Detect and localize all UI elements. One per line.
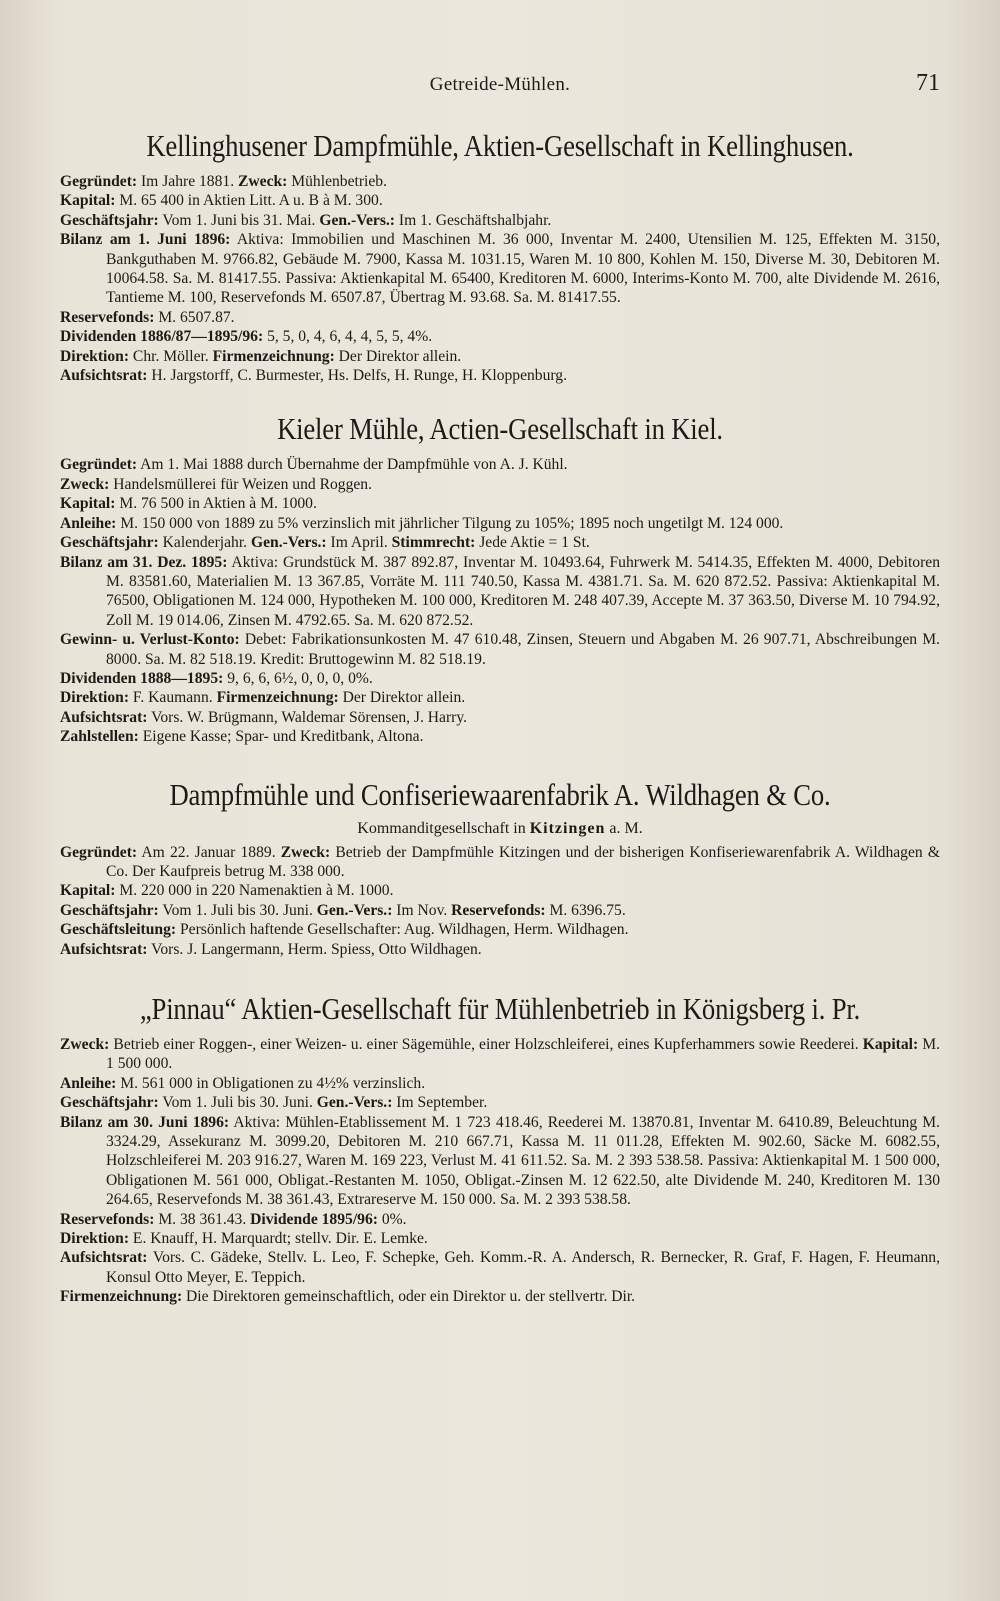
field-label: Zweck:: [280, 843, 331, 861]
field-label: Gen.-Vers.:: [319, 211, 395, 229]
field-anleihe: [60, 514, 940, 533]
field-aufsichtsrat: [60, 940, 940, 959]
field-label: Reservefonds:: [60, 1210, 155, 1228]
entry-pinnau: [60, 989, 940, 1307]
field-bilanz: [60, 1113, 940, 1210]
field-aufsichtsrat: [60, 1248, 940, 1287]
field-text: Im April.: [326, 534, 392, 552]
field-kapital: [60, 881, 940, 900]
field-direktion: [60, 688, 940, 707]
field-text: 0%.: [377, 1210, 407, 1228]
field-label: Kapital:: [862, 1036, 919, 1053]
field-text: Vors. J. Langermann, Herm. Spiess, Otto Wildhagen.: [147, 940, 482, 958]
field-dividenden: [60, 327, 940, 346]
field-text: Der Direktor allein.: [338, 689, 466, 707]
field-text: Im Nov.: [392, 901, 452, 919]
field-label: Direktion:: [60, 347, 130, 365]
entry-title: „Pinnau“ Aktien-Gesellschaft für Mühlenbetrieb in Königsberg i. Pr.: [139, 991, 861, 1026]
field-label: Gewinn- u. Verlust-Konto:: [60, 631, 240, 649]
field-kapital: [60, 494, 940, 513]
field-text: Vom 1. Juli bis 30. Juni.: [158, 1094, 317, 1112]
entry-wildhagen: [60, 775, 940, 959]
field-text: Vom 1. Juli bis 30. Juni.: [158, 901, 317, 919]
field-text: Aktiva: Immobilien und Maschinen M. 36 000, Inventar M. 2400, Utensilien M. 125, Effekten M. 3150, Bankguthaben M. 9766.82, Gebäude M. 7900, Kassa M. 1031.15, Waren M. 10 800, Kohlen M. 150, Diverse M. 30, Debitoren M. 10064.58. Sa. M. 81417.55. Passiva: Aktienkapital M. 65400, Kreditoren M. 6000, Interims-Konto M. 700, alte Dividende M. 2616, Tantieme M. 100, Reservefonds M. 6507.87, Übertrag M. 93.68. Sa. M. 81417.55.: [106, 231, 940, 307]
field-text: Betrieb der Dampfmühle Kitzingen und der bisherigen Konfiseriewarenfabrik A. Wildhagen & Co. Der Kaufpreis betrug M. 338 000.: [106, 843, 940, 880]
field-anleihe: [60, 1074, 940, 1093]
field-label: Firmenzeichnung:: [212, 347, 335, 365]
field-label: Reservefonds:: [451, 901, 546, 919]
field-text: Mühlenbetrieb.: [287, 173, 387, 190]
field-text: M. 65 400 in Aktien Litt. A u. B à M. 300.: [115, 192, 383, 210]
field-label: Gegründet:: [60, 843, 138, 861]
field-label: Gegründet:: [60, 173, 138, 190]
field-gewinn-verlust: [60, 630, 940, 669]
field-text: Betrieb einer Roggen-, einer Weizen- u. einer Sägemühle, einer Holzschleiferei, eines Kupferhammers sowie Reederei.: [109, 1036, 863, 1053]
field-label: Dividende 1895/96:: [250, 1210, 378, 1228]
field-label: Gegründet:: [60, 456, 138, 474]
field-dividenden: [60, 669, 940, 688]
field-text: M. 561 000 in Obligationen zu 4½% verzinslich.: [116, 1074, 426, 1092]
field-text: Aktiva: Grundstück M. 387 892.87, Inventar M. 10493.64, Fuhrwerk M. 5414.35, Effekten M. 4000, Debitoren M. 83581.60, Materialien M. 13 367.85, Vorräte M. 111 740.50, Kassa M. 4381.71. Sa. M. 620 872.52. Passiva: Aktienkapital M. 76500, Obligationen M. 124 000, Hypotheken M. 100 000, Kreditoren M. 248 407.39, Accepte M. 37 363.50, Diverse M. 10 794.92, Zoll M. 19 014.06, Zinsen M. 4792.65. Sa. M. 620 872.52.: [106, 553, 940, 629]
field-direktion: [60, 1229, 940, 1248]
field-label: Dividenden 1888—1895:: [60, 669, 224, 687]
field-text: M. 6507.87.: [154, 308, 235, 326]
field-label: Zweck:: [60, 1036, 110, 1053]
field-label: Gen.-Vers.:: [316, 1094, 393, 1112]
field-text: M. 150 000 von 1889 zu 5% verzinslich mit jährlicher Tilgung zu 105%; 1895 noch ungetilgt M. 124 000.: [116, 514, 784, 532]
subtitle-text: a. M.: [605, 819, 643, 837]
field-label: Geschäftsjahr:: [60, 901, 159, 919]
field-gegruendet: [60, 172, 940, 191]
entry-title: Kieler Mühle, Actien-Gesellschaft in Kiel.: [277, 411, 723, 447]
field-label: Kapital:: [60, 192, 116, 210]
field-gegruendet: [60, 843, 940, 882]
field-text: 9, 6, 6, 6½, 0, 0, 0, 0%.: [223, 669, 373, 687]
field-label: Geschäftsjahr:: [60, 211, 159, 229]
field-text: Am 1. Mai 1888 durch Übernahme der Dampfmühle von A. J. Kühl.: [137, 456, 568, 474]
field-label: Aufsichtsrat:: [60, 708, 148, 726]
field-text: Vom 1. Juni bis 31. Mai.: [158, 211, 320, 229]
field-text: Der Direktor allein.: [334, 347, 462, 365]
field-label: Gen.-Vers.:: [316, 901, 393, 919]
field-label: Zweck:: [238, 173, 288, 190]
field-label: Anleihe:: [60, 1074, 117, 1092]
field-text: F. Kaumann.: [129, 689, 217, 707]
field-geschaeftsleitung: [60, 920, 940, 939]
field-label: Kapital:: [60, 882, 116, 900]
field-label: Dividenden 1886/87—1895/96:: [60, 328, 264, 346]
field-label: Gen.-Vers.:: [250, 534, 327, 552]
field-text: M. 76 500 in Aktien à M. 1000.: [115, 495, 317, 513]
field-text: Aktiva: Mühlen-Etablissement M. 1 723 418.46, Reederei M. 13870.81, Inventar M. 6410.89, Beleuchtung M. 3324.29, Assekuranz M. 3099.20, Debitoren M. 210 667.71, Kassa M. 11 011.28, Effekten M. 902.60, Säcke M. 6082.55, Holzschleiferei M. 203 916.27, Waren M. 169 223, Verlust M. 41 611.52. Sa. M. 2 393 538.58. Passiva: Aktienkapital M. 1 500 000, Obligationen M. 561 000, Obligat.-Restanten M. 1050, Obligat.-Zinsen M. 12 622.50, alte Dividende M. 240, Kreditoren M. 130 264.65, Reservefonds M. 38 361.43, Extrareserve M. 150 000. Sa. M. 2 393 538.58.: [106, 1113, 940, 1209]
field-text: Debet: Fabrikationsunkosten M. 47 610.48, Zinsen, Steuern und Abgaben M. 26 907.71, Abschreibungen M. 8000. Sa. M. 82 518.19. Kredit: Bruttogewinn M. 82 518.19.: [106, 631, 940, 668]
field-text: Persönlich haftende Gesellschafter: Aug. Wildhagen, Herm. Wildhagen.: [176, 921, 629, 939]
field-text: Kalenderjahr.: [158, 534, 251, 552]
field-label: Aufsichtsrat:: [60, 940, 148, 958]
field-reservefonds: [60, 1210, 940, 1229]
field-label: Kapital:: [60, 495, 116, 513]
field-label: Anleihe:: [60, 514, 117, 532]
field-text: M. 220 000 in 220 Namenaktien à M. 1000.: [115, 882, 394, 900]
field-zweck: [60, 1035, 940, 1074]
field-firmenzeichnung: [60, 1287, 940, 1306]
field-aufsichtsrat: [60, 708, 940, 727]
field-text: E. Knauff, H. Marquardt; stellv. Dir. E. Lemke.: [129, 1230, 428, 1248]
field-label: Firmenzeichnung:: [60, 1288, 183, 1306]
field-label: Zweck:: [60, 475, 110, 493]
field-text: Im 1. Geschäftshalbjahr.: [395, 211, 552, 229]
field-label: Direktion:: [60, 689, 130, 707]
subtitle-place: Kitzingen: [529, 819, 606, 837]
running-head: [60, 62, 940, 106]
field-geschaeftsjahr: [60, 533, 940, 552]
field-text: Im September.: [392, 1094, 488, 1112]
field-label: Geschäftsjahr:: [60, 534, 159, 552]
field-aufsichtsrat: [60, 366, 940, 385]
field-label: Bilanz am 30. Juni 1896:: [60, 1113, 230, 1131]
field-reservefonds: [60, 308, 940, 327]
field-text: Handelsmüllerei für Weizen und Roggen.: [109, 475, 372, 493]
field-label: Reservefonds:: [60, 308, 155, 326]
field-direktion: [60, 347, 940, 366]
field-label: Firmenzeichnung:: [216, 689, 339, 707]
field-label: Stimmrecht:: [391, 534, 476, 552]
field-text: M. 6396.75.: [545, 901, 626, 919]
field-label: Zahlstellen:: [60, 728, 139, 746]
field-geschaeftsjahr: [60, 901, 940, 920]
field-zweck: [60, 475, 940, 494]
subtitle-text: Kommanditgesellschaft in: [357, 819, 530, 837]
field-text: Vors. W. Brügmann, Waldemar Sörensen, J. Harry.: [147, 708, 468, 726]
field-text: Die Direktoren gemeinschaftlich, oder ein Direktor u. der stellvertr. Dir.: [182, 1288, 636, 1306]
field-geschaeftsjahr: [60, 211, 940, 230]
field-text: Eigene Kasse; Spar- und Kreditbank, Altona.: [138, 728, 424, 746]
field-text: H. Jargstorff, C. Burmester, Hs. Delfs, H. Runge, H. Kloppenburg.: [147, 367, 568, 385]
field-label: Geschäftsleitung:: [60, 921, 177, 939]
field-bilanz: [60, 553, 940, 631]
field-geschaeftsjahr: [60, 1093, 940, 1112]
field-zahlstellen: [60, 727, 940, 746]
field-text: 5, 5, 0, 4, 6, 4, 4, 5, 5, 4%.: [263, 328, 433, 346]
field-text: Vors. C. Gädeke, Stellv. L. Leo, F. Schepke, Geh. Komm.-R. A. Andersch, R. Bernecker, R. Graf, F. Hagen, F. Heumann, Konsul Otto Meyer, E. Teppich.: [106, 1249, 940, 1286]
field-kapital: [60, 191, 940, 210]
field-text: Chr. Möller.: [129, 347, 213, 365]
page-number: 71: [916, 70, 940, 96]
field-label: Bilanz am 31. Dez. 1895:: [60, 553, 228, 571]
field-text: Am 22. Januar 1889.: [137, 843, 281, 861]
entry-subtitle: [60, 819, 940, 839]
field-bilanz: [60, 230, 940, 308]
entry-kieler-muehle: [60, 409, 940, 746]
field-label: Geschäftsjahr:: [60, 1094, 159, 1112]
field-text: M. 1 500 000.: [106, 1036, 940, 1073]
entry-title: Dampfmühle und Confiseriewaarenfabrik A. Wildhagen & Co.: [169, 776, 831, 812]
field-text: Im Jahre 1881.: [137, 173, 238, 190]
running-head-title: Getreide-Mühlen.: [429, 74, 571, 95]
field-label: Aufsichtsrat:: [60, 1249, 148, 1267]
field-label: Aufsichtsrat:: [60, 367, 148, 385]
field-text: M. 38 361.43.: [154, 1210, 251, 1228]
entry-kellinghusener: [60, 126, 940, 385]
field-label: Bilanz am 1. Juni 1896:: [60, 231, 231, 249]
field-gegruendet: [60, 455, 940, 474]
field-text: Jede Aktie = 1 St.: [475, 534, 590, 552]
field-label: Direktion:: [60, 1230, 130, 1248]
entry-title: Kellinghusener Dampfmühle, Aktien-Gesellschaft in Kellinghusen.: [146, 128, 854, 163]
